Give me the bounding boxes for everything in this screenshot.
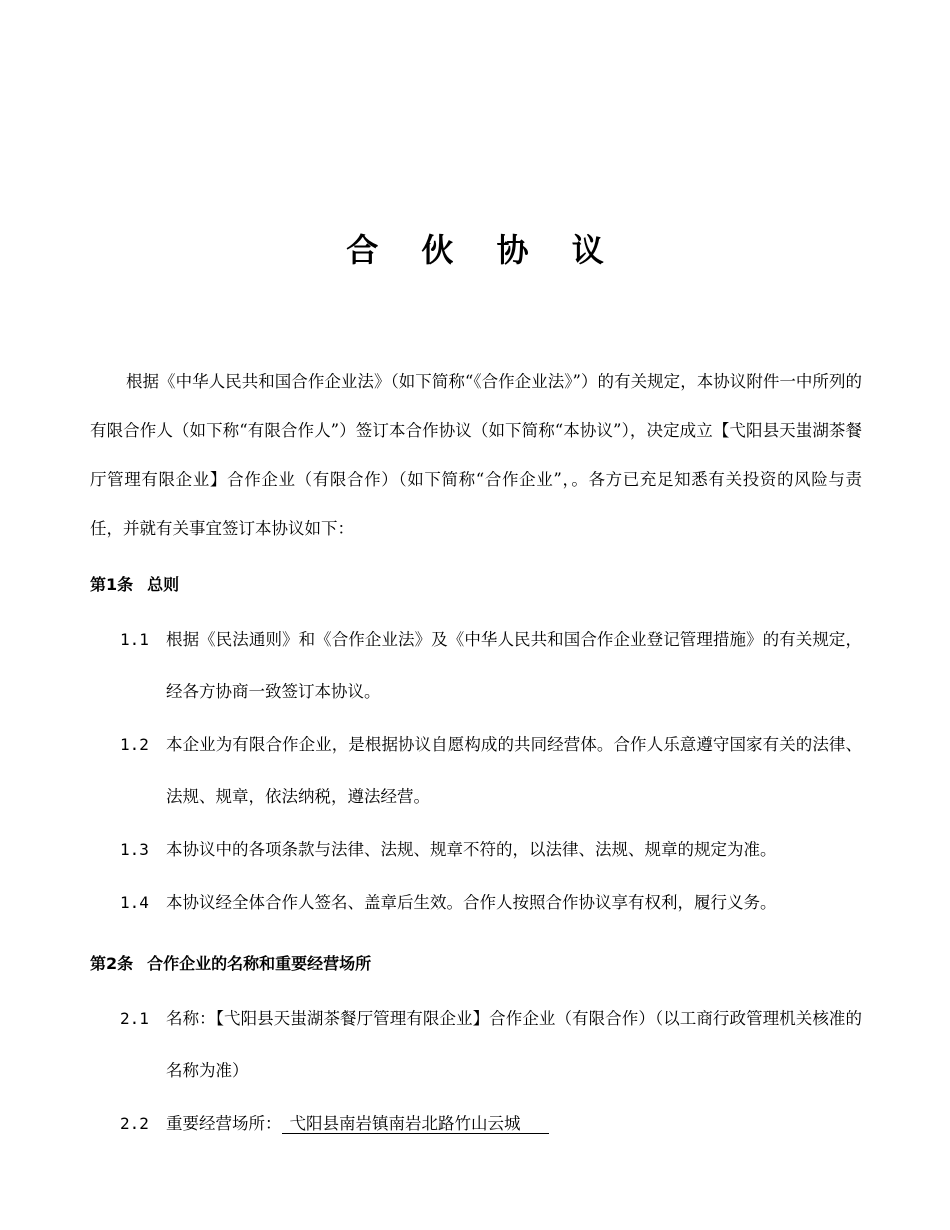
- section-number: 第2条: [90, 954, 134, 973]
- business-address-value: 弋阳县南岩镇南岩北路竹山云城: [282, 1114, 549, 1134]
- clause-2-1: [120, 993, 862, 1097]
- clause-text: 根据《民法通则》和《合作企业法》及《中华人民共和国合作企业登记管理措施》的有关规定，经各方协商一致签订本协议。: [166, 630, 862, 701]
- clause-number: 1.4: [120, 893, 149, 912]
- section-title: 合作企业的名称和重要经营场所: [147, 954, 372, 973]
- section-number: 第1条: [90, 575, 134, 594]
- clause-number: 1.3: [120, 840, 149, 859]
- clause-1-2: [120, 719, 862, 823]
- clause-number: 2.2: [120, 1114, 149, 1133]
- clause-number: 1.2: [120, 735, 149, 754]
- clause-2-2: [120, 1098, 862, 1150]
- section-heading-1: [90, 573, 862, 597]
- intro-paragraph: 根据《中华人民共和国合作企业法》（如下简称“《合作企业法》”）的有关规定，本协议附件一中所列的有限合作人（如下称“有限合作人”）签订本合作协议（如下简称“本协议”），决定成立【弋阳县天蚩湖茶餐厅管理有限企业】合作企业（有限合作）（如下简称“合作企业”，。各方已充足知悉有关投资的风险与责任，并就有关事宜签订本协议如下：: [90, 372, 862, 538]
- clause-text: 本协议中的各项条款与法律、法规、规章不符的，以法律、法规、规章的规定为准。: [166, 840, 777, 859]
- clause-text: 本企业为有限合作企业，是根据协议自愿构成的共同经营体。合作人乐意遵守国家有关的法律、法规、规章，依法纳税，遵法经营。: [166, 735, 862, 806]
- clause-1-3: [120, 824, 862, 876]
- clause-1-1: [120, 614, 862, 718]
- document-title: 合 伙 协 议: [346, 231, 620, 269]
- clause-1-4: [120, 877, 862, 929]
- clause-label: 重要经营场所：: [166, 1114, 282, 1133]
- clause-number: 1.1: [120, 630, 149, 649]
- clause-text: 本协议经全体合作人签名、盖章后生效。合作人按照合作协议享有权利，履行义务。: [166, 893, 777, 912]
- section-heading-2: [90, 952, 862, 976]
- section-title: 总则: [147, 575, 180, 594]
- clause-text: 名称：【弋阳县天蚩湖茶餐厅管理有限企业】合作企业（有限合作）（以工商行政管理机关核准的名称为准）: [166, 1009, 862, 1080]
- clause-number: 2.1: [120, 1009, 149, 1028]
- clause-text: [166, 1098, 862, 1150]
